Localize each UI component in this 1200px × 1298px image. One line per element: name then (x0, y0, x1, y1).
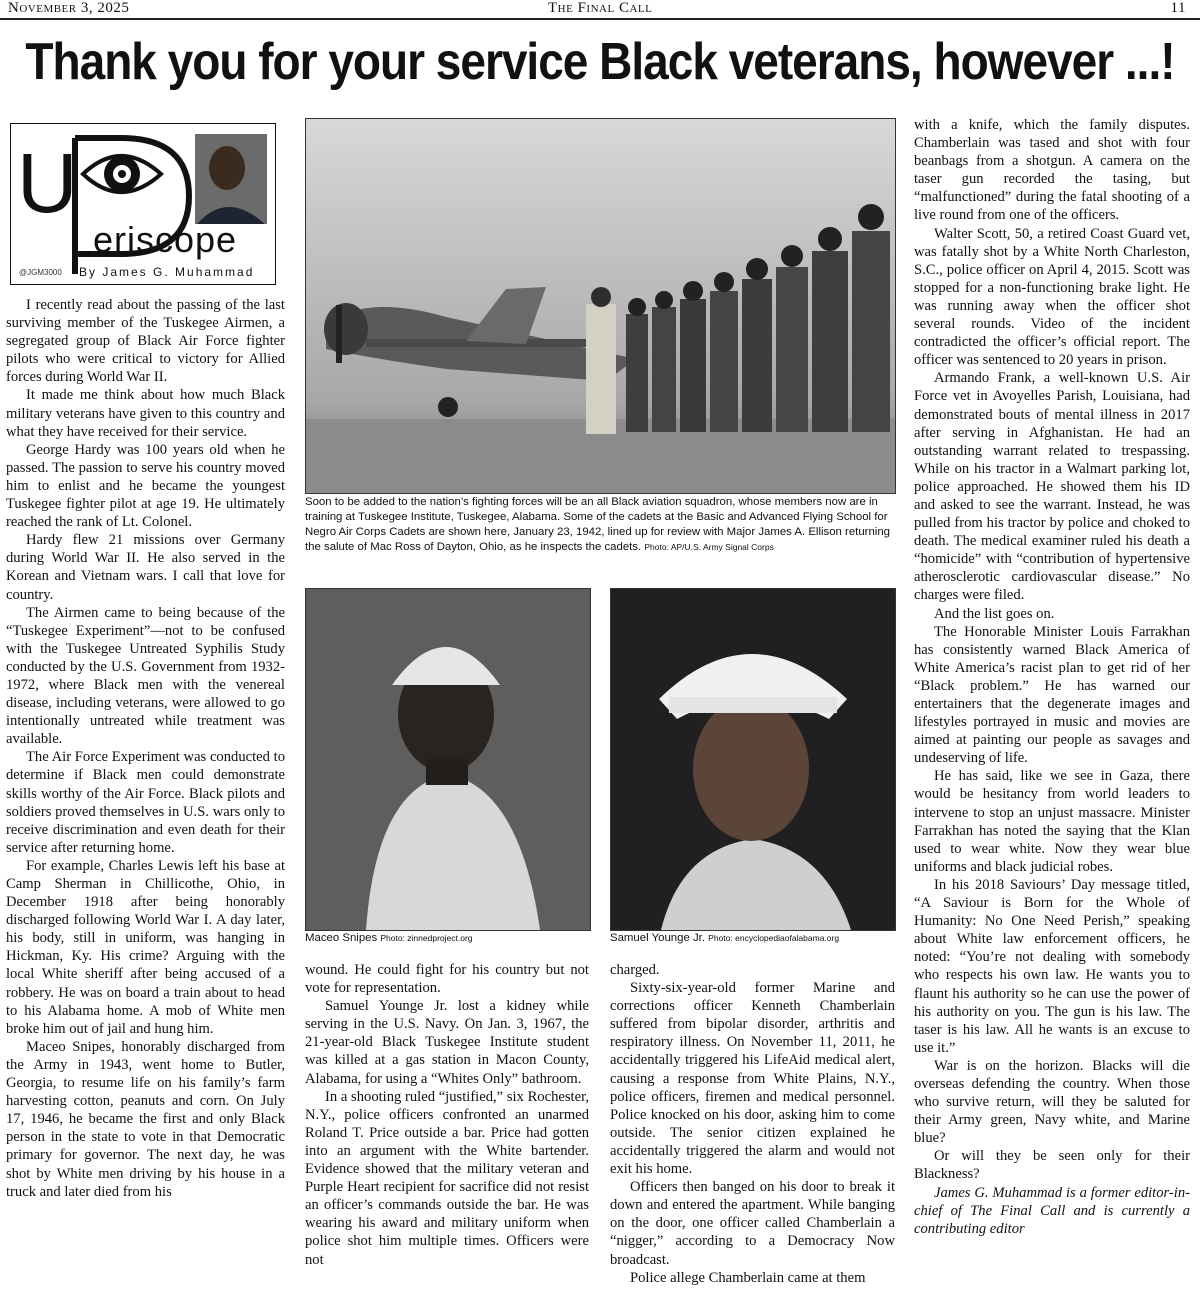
paragraph: For example, Charles Lewis left his base at Camp Sherman in Chillicothe, Ohio, in December 1918 after being honorably discharged following World War I. A day later, his body, still in uniform, was hanging in Hickman, Ky. His crime? Arguing with the local White sheriff after being accused of a robbery. He was on board a train about to head to his Alabama home. A mob of White men broke him out of jail and hung him. (6, 857, 285, 1037)
logo-letter-u: U (17, 136, 78, 230)
issue-date: November 3, 2025 (8, 0, 130, 16)
main-photo-caption (305, 495, 895, 577)
logo-handle: @JGM3000 (19, 268, 62, 277)
caption-text: Samuel Younge Jr. (610, 932, 705, 944)
paragraph: Hardy flew 21 missions over Germany during World War II. He also served in the Korean and Vietnam wars. I call that love for country. (6, 532, 285, 603)
samuel-younge-photo (610, 588, 896, 931)
snipes-caption (305, 931, 591, 947)
paragraph: In his 2018 Saviours’ Day message titled, “A Saviour is Born for the Whole of Humanity: No One Need Perish,” speaking about White law enforcement officers, he noted: “You’re not dealing with somebody who respects his own law. He wants you to flaunt his authority so he can use the power of his authority on you. The gun is his law. The taser is his law. All he wants is an excuse to use it.” (914, 876, 1190, 1056)
photo-credit: Photo: AP/U.S. Army Signal Corps (644, 542, 774, 552)
caption-text: Maceo Snipes (305, 932, 378, 944)
paragraph: In a shooting ruled “justified,” six Rochester, N.Y., police officers confronted an unarmed Roland T. Price outside a bar. Price had gotten into an argument with the White bartender. Evidence showed that the military veteran and Purple Heart recipient for sacrifice did not resist an officer’s commands outside the bar. He was wearing his award and military uniform when police shot him multiple times. Officers were not (305, 1088, 589, 1268)
paragraph: with a knife, which the family disputes. Chamberlain was tased and shot with four beanbags from a shotgun. A camera on the taser gun recorded the tasing, but “malfunctioned” during the fatal shooting of a live round from one of the officers. (914, 117, 1190, 224)
logo-word: eriscope (93, 219, 238, 260)
headline: Thank you for your service Black veterans, however ...! (25, 32, 1175, 91)
paragraph: wound. He could fight for his country but not vote for representation. (305, 962, 589, 997)
paragraph: The Airmen came to being because of the “Tuskegee Experiment”—not to be confused with the Tuskegee Untreated Syphilis Study conducted by the U.S. Government from 1932-1972, where Black men with the venereal disease, including veterans, were allowed to go intentionally untreated while treatment was available. (6, 604, 285, 748)
page-number: 11 (1170, 0, 1186, 16)
paragraph: charged. (610, 962, 660, 978)
photo-credit: Photo: encyclopediaofalabama.org (708, 933, 840, 943)
article-column-4 (914, 116, 1190, 1292)
paragraph: Police allege Chamberlain came at them (630, 1269, 866, 1286)
paragraph: Sixty-six-year-old former Marine and corrections officer Kenneth Chamberlain suffered from bipolar disorder, arthritis and respiratory illness. On November 11, 2011, he accidentally triggered his LifeAid medical alert, causing a response from White Plains, N.Y., police officers, firemen and medical personnel. Police knocked on his door, asking him to come outside. The senior citizen explained he accidentally triggered the alarm and would not exit his home. (610, 980, 895, 1178)
paragraph: He has said, like we see in Gaza, there would be hesitancy from world leaders to intervene to stop an unjust massacre. Minister Farrakhan has noted the saying that the Klan used to wear white. Now they wear blue uniforms and black judicial robes. (914, 768, 1190, 875)
paragraph: Or will they be seen only for their Blackness? (914, 1148, 1190, 1183)
paragraph: George Hardy was 100 years old when he passed. The passion to serve his country moved him to enlist and he became the youngest Tuskegee fighter pilot at age 19. He ultimately reached the rank of Lt. Colonel. (6, 441, 285, 531)
paragraph: Officers then banged on his door to break it down and entered the apartment. While banging on the door, one officer called Chamberlain a “nigger,” according to a Democracy Now broadcast. (610, 1179, 895, 1268)
column-logo (10, 123, 276, 285)
paragraph: It made me think about how much Black military veterans have given to this country and what they have received for their service. (6, 387, 285, 440)
caption-text: Soon to be added to the nation’s fighting forces will be an all Black aviation squadron, whose members now are in training at Tuskegee Institute, Tuskegee, Alabama. Some of the cadets at the Basic and Advanced Flying School for Negro Air Corps Cadets are shown here, January 23, 1942, lined up for review with Major James A. Ellison returning the salute of Mac Ross of Dayton, Ohio, as he inspects the cadets. (305, 496, 891, 553)
paragraph: Walter Scott, 50, a retired Coast Guard vet, was fatally shot by a White North Charleston, S.C., police officer on April 4, 2015. Scott was stopped for a non-functioning brake light. He was running away when the officer shot several rounds. Video of the incident contradicted the officer’s official report. The officer was sentenced to 20 years in prison. (914, 225, 1190, 369)
publication-name: The Final Call (548, 0, 653, 16)
article-column-2 (305, 961, 589, 1289)
article-column-1 (6, 296, 285, 1294)
airmen-photo-art (306, 119, 895, 493)
running-head (0, 0, 1200, 20)
paragraph: War is on the horizon. Blacks will die overseas defending the country. When those who survive return, will they be saluted for their Army green, Navy white, and Marine blue? (914, 1057, 1190, 1147)
maceo-snipes-photo (305, 588, 591, 931)
photo-credit: Photo: zinnedproject.org (380, 933, 473, 943)
periscope-logo-art (11, 124, 275, 284)
article-column-3 (610, 961, 895, 1289)
logo-byline: By James G. Muhammad (79, 265, 255, 279)
paragraph: I recently read about the passing of the last surviving member of the Tuskegee Airmen, a segregated group of Black Air Force fighter pilots who were critical to victory for Allied forces during World War II. (6, 297, 285, 386)
younge-portrait-art (611, 589, 895, 930)
eye-icon (83, 156, 161, 192)
younge-caption (610, 931, 896, 947)
paragraph: The Honorable Minister Louis Farrakhan has consistently warned Black America of White America’s racist plan to get rid of her “Black problem.” He has warned our entertainers that the degenerate images and lifestyles portrayed in music and movies are aimed at painting our people as savages and undeserving of life. (914, 623, 1190, 767)
paragraph: The Air Force Experiment was conducted to determine if Black men could demonstrate skills worthy of the Air Force. Black pilots and soldiers proved themselves in U.S. wars only to receive discrimination and even death for their service after returning home. (6, 749, 285, 856)
paragraph: Maceo Snipes, honorably discharged from the Army in 1943, went home to Butler, Georgia, to resume life on his family’s farm harvesting cotton, peanuts and corn. On July 17, 1946, he became the first and only Black person in the state to vote in that Democratic primary for governor. The next day, he was shot by White men driving by his house in a truck and later died from his (6, 1038, 285, 1200)
paragraph: Armando Frank, a well-known U.S. Air Force vet in Avoyelles Parish, Louisiana, had demonstrated bouts of mental illness in 2017 after serving in Afghanistan. He had an outstanding warrant related to trespassing. While on his tractor in a Walmart parking lot, police approached. He showed them his ID and asked to see the warrant. Instead, he was pulled from his tractor by police and choked to death. The medical examiner ruled his death a “homicide” with “contribution of hypertensive atherosclerotic cardiovascular disease.” No charges were filed. (914, 370, 1190, 604)
author-portrait (195, 134, 267, 224)
snipes-portrait-art (306, 589, 590, 930)
paragraph: And the list goes on. (934, 605, 1055, 622)
main-photo (305, 118, 896, 494)
author-bio: James G. Muhammad is a former editor-in-chief of The Final Call and is currently a contributing editor (914, 1184, 1190, 1237)
paragraph: Samuel Younge Jr. lost a kidney while serving in the U.S. Navy. On Jan. 3, 1967, the 21-year-old Black Tuskegee Institute student was killed at a gas station in Macon County, Alabama, for using a “Whites Only” bathroom. (305, 998, 589, 1087)
